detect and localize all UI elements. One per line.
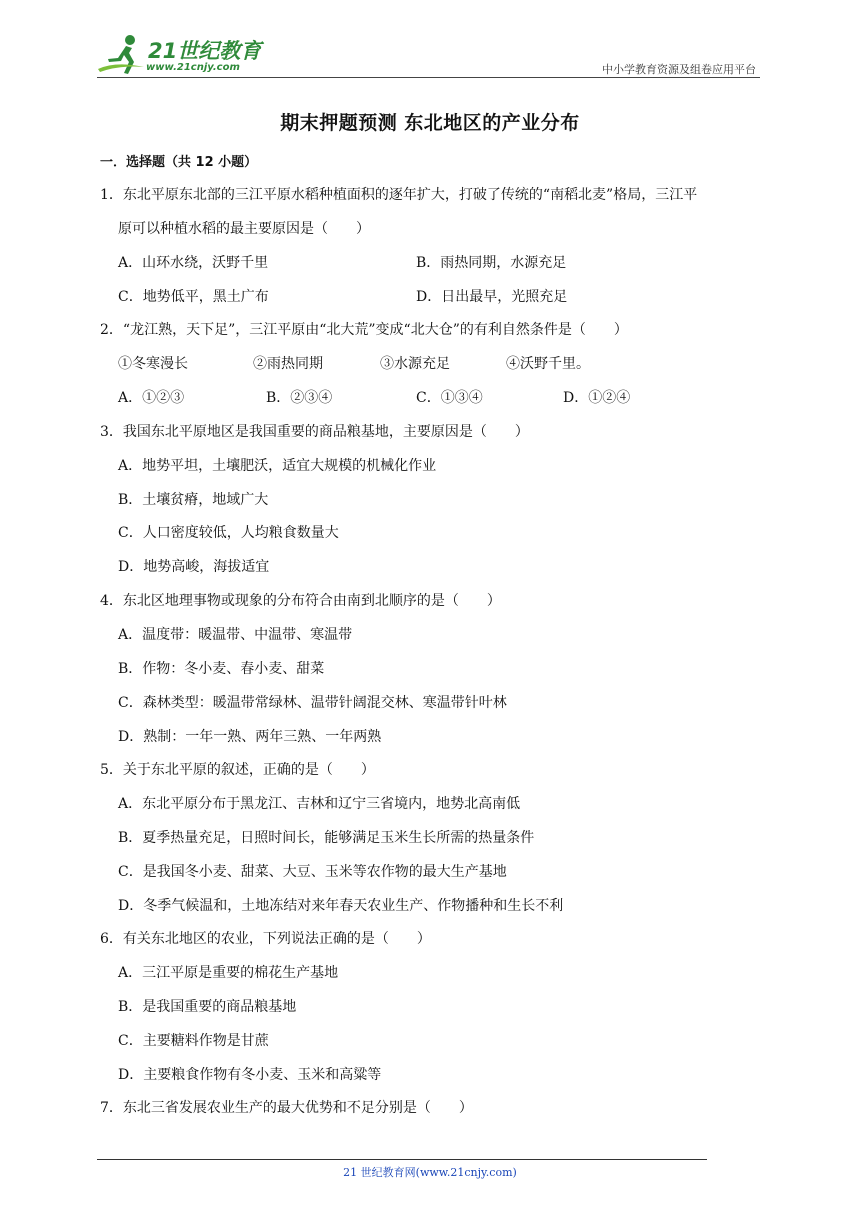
question-5-stem: 5．关于东北平原的叙述，正确的是（ ）	[100, 762, 375, 778]
logo-url: www.21cnjy.com	[146, 62, 240, 73]
question-4-option-c[interactable]: C．森林类型：暖温带常绿林、温带针阔混交林、寒温带针叶林	[118, 695, 507, 711]
question-1-option-a[interactable]: A．山环水绕，沃野千里	[118, 255, 269, 271]
question-2-option-a[interactable]: A．①②③	[118, 390, 185, 406]
question-6-option-d[interactable]: D．主要粮食作物有冬小麦、玉米和高粱等	[118, 1067, 382, 1083]
question-3-option-b[interactable]: B．土壤贫瘠，地域广大	[118, 492, 269, 508]
question-4-option-b[interactable]: B．作物：冬小麦、春小麦、甜菜	[118, 661, 325, 677]
question-1-stem-line-1: 1．东北平原东北部的三江平原水稻种植面积的逐年扩大，打破了传统的“南稻北麦”格局，三江平	[100, 187, 698, 203]
footer-divider	[97, 1159, 707, 1160]
question-1-option-c[interactable]: C．地势低平，黑土广布	[118, 289, 269, 305]
question-2-stem: 2．“龙江熟，天下足”，三江平原由“北大荒”变成“北大仓”的有利自然条件是（ ）	[100, 322, 628, 338]
question-5-option-b[interactable]: B．夏季热量充足，日照时间长，能够满足玉米生长所需的热量条件	[118, 830, 535, 846]
question-5-option-a[interactable]: A．东北平原分布于黑龙江、吉林和辽宁三省境内，地势北高南低	[118, 796, 521, 812]
question-2-item-4: ④沃野千里。	[506, 356, 590, 372]
question-7-stem: 7．东北三省发展农业生产的最大优势和不足分别是（ ）	[100, 1100, 473, 1116]
question-3-option-a[interactable]: A．地势平坦，土壤肥沃，适宜大规模的机械化作业	[118, 458, 437, 474]
question-5-option-d[interactable]: D．冬季气候温和，土地冻结对来年春天农业生产、作物播种和生长不利	[118, 898, 564, 914]
question-5-option-c[interactable]: C．是我国冬小麦、甜菜、大豆、玉米等农作物的最大生产基地	[118, 864, 507, 880]
header-platform-text: 中小学教育资源及组卷应用平台	[602, 63, 756, 76]
question-2-item-3: ③水源充足	[380, 356, 450, 372]
footer-text[interactable]: 21 世纪教育网(www.21cnjy.com)	[343, 1166, 517, 1179]
question-4-stem: 4．东北区地理事物或现象的分布符合由南到北顺序的是（ ）	[100, 593, 501, 609]
question-2-item-2: ②雨热同期	[253, 356, 323, 372]
question-6-stem: 6．有关东北地区的农业，下列说法正确的是（ ）	[100, 931, 431, 947]
section-heading: 一．选择题（共 12 小题）	[100, 155, 258, 170]
question-4-option-d[interactable]: D．熟制：一年一熟、两年三熟、一年两熟	[118, 729, 382, 745]
page-title: 期末押题预测 东北地区的产业分布	[280, 112, 580, 134]
logo-text: 21世纪教育	[148, 39, 262, 63]
question-3-option-d[interactable]: D．地势高峻，海拔适宜	[118, 559, 270, 575]
question-2-item-1: ①冬寒漫长	[118, 356, 188, 372]
question-1-option-b[interactable]: B．雨热同期，水源充足	[416, 255, 567, 271]
question-6-option-b[interactable]: B．是我国重要的商品粮基地	[118, 999, 297, 1015]
question-4-option-a[interactable]: A．温度带：暖温带、中温带、寒温带	[118, 627, 353, 643]
question-6-option-c[interactable]: C．主要糖料作物是甘蔗	[118, 1033, 269, 1049]
question-3-option-c[interactable]: C．人口密度较低，人均粮食数量大	[118, 525, 339, 541]
runner-logo-icon	[96, 31, 148, 77]
site-logo	[96, 31, 276, 77]
question-6-option-a[interactable]: A．三江平原是重要的棉花生产基地	[118, 965, 339, 981]
header-divider	[97, 77, 760, 78]
question-3-stem: 3．我国东北平原地区是我国重要的商品粮基地，主要原因是（ ）	[100, 424, 529, 440]
question-2-option-c[interactable]: C．①③④	[416, 390, 483, 406]
question-1-option-d[interactable]: D．日出最早，光照充足	[416, 289, 568, 305]
question-2-option-b[interactable]: B．②③④	[266, 390, 333, 406]
question-2-option-d[interactable]: D．①②④	[563, 390, 631, 406]
question-1-stem-line-2: 原可以种植水稻的最主要原因是（ ）	[118, 221, 370, 237]
